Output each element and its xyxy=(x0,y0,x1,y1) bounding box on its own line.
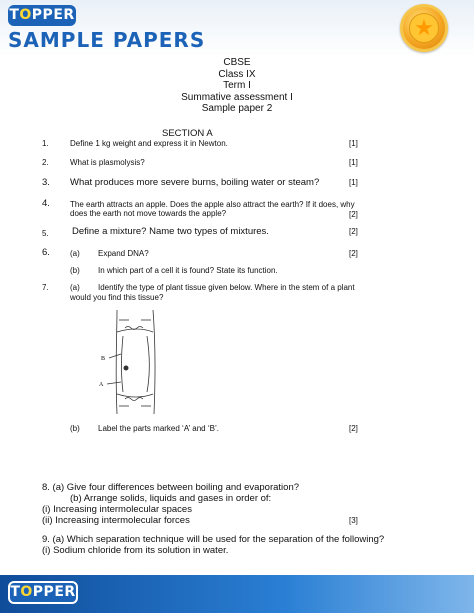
question-7a-label: (a) xyxy=(70,283,80,292)
question-7b-label: (b) xyxy=(70,424,80,433)
question-1-text: Define 1 kg weight and express it in Newton. xyxy=(70,139,228,148)
question-6a-text: Expand DNA? xyxy=(98,249,149,258)
question-5-marks: [2] xyxy=(349,227,358,236)
header-title: SAMPLE PAPERS xyxy=(8,28,206,52)
question-6-marks: [2] xyxy=(349,249,358,258)
topper-logo[interactable] xyxy=(8,5,76,26)
paper-title-block xyxy=(0,57,474,115)
logo-letter-o: O xyxy=(20,584,33,600)
question-2-marks: [1] xyxy=(349,158,358,167)
logo-letters: PPER xyxy=(32,584,76,600)
logo-letter: T xyxy=(9,7,20,23)
medal-icon xyxy=(400,4,448,52)
question-9-line-2: (i) Sodium chloride from its solution in water. xyxy=(42,545,229,556)
question-3-text: What produces more severe burns, boiling water or steam? xyxy=(70,177,320,188)
question-8-line-4: (ii) Increasing intermolecular forces xyxy=(42,515,190,526)
logo-letters: PPER xyxy=(31,7,75,23)
question-2-number: 2. xyxy=(42,158,49,167)
question-4-line-1: The earth attracts an apple. Does the apple also attract the earth? If it does, why xyxy=(70,200,355,209)
nucleus-mark xyxy=(124,366,129,371)
footer-topper-logo[interactable] xyxy=(8,581,78,604)
question-5-number: 5. xyxy=(42,229,49,238)
star-icon: ★ xyxy=(409,13,439,43)
class-name: Class IX xyxy=(218,68,256,80)
assessment-name: Summative assessment I xyxy=(181,91,293,103)
question-7a-line-2: would you find this tissue? xyxy=(70,293,164,302)
question-8-line-1: 8. (a) Give four differences between boiling and evaporation? xyxy=(42,482,300,493)
question-9-line-1: 9. (a) Which separation technique will be used for the separation of the following? xyxy=(42,534,385,545)
question-6b-text: In which part of a cell it is found? State its function. xyxy=(98,266,278,275)
question-1-number: 1. xyxy=(42,139,49,148)
logo-letter-o: O xyxy=(19,7,32,23)
paper-name: Sample paper 2 xyxy=(201,103,273,114)
page-header xyxy=(0,0,474,56)
question-4-marks: [2] xyxy=(349,210,358,219)
page-footer xyxy=(0,575,474,613)
question-8-marks: [3] xyxy=(349,516,358,525)
question-7b-text: Label the parts marked ‘A’ and ‘B’. xyxy=(98,424,219,433)
question-3-number: 3. xyxy=(42,177,50,188)
question-2-text: What is plasmolysis? xyxy=(70,158,145,167)
question-7a-line-1: Identify the type of plant tissue given below. Where in the stem of a plant xyxy=(98,283,355,292)
question-6-number: 6. xyxy=(42,247,50,258)
question-4-line-2: does the earth not move towards the apple? xyxy=(70,209,227,218)
question-3-marks: [1] xyxy=(349,178,358,187)
question-5-text: Define a mixture? Name two types of mixtures. xyxy=(72,226,269,237)
figure-label-b: B xyxy=(101,356,106,362)
question-7-number: 7. xyxy=(42,283,49,292)
logo-letter: T xyxy=(10,584,21,600)
question-4-number: 4. xyxy=(42,198,50,209)
figure-label-a: A xyxy=(99,382,104,388)
question-8-line-2: (b) Arrange solids, liquids and gases in order of: xyxy=(70,493,272,504)
section-heading: SECTION A xyxy=(162,128,213,139)
plant-tissue-diagram xyxy=(95,306,170,418)
question-7-marks: [2] xyxy=(349,424,358,433)
board-name: CBSE xyxy=(223,57,251,68)
question-8-line-3: (i) Increasing intermolecular spaces xyxy=(42,504,192,515)
question-1-marks: [1] xyxy=(349,139,358,148)
question-6a-label: (a) xyxy=(70,249,80,258)
question-6b-label: (b) xyxy=(70,266,80,275)
term-name: Term I xyxy=(223,80,251,91)
